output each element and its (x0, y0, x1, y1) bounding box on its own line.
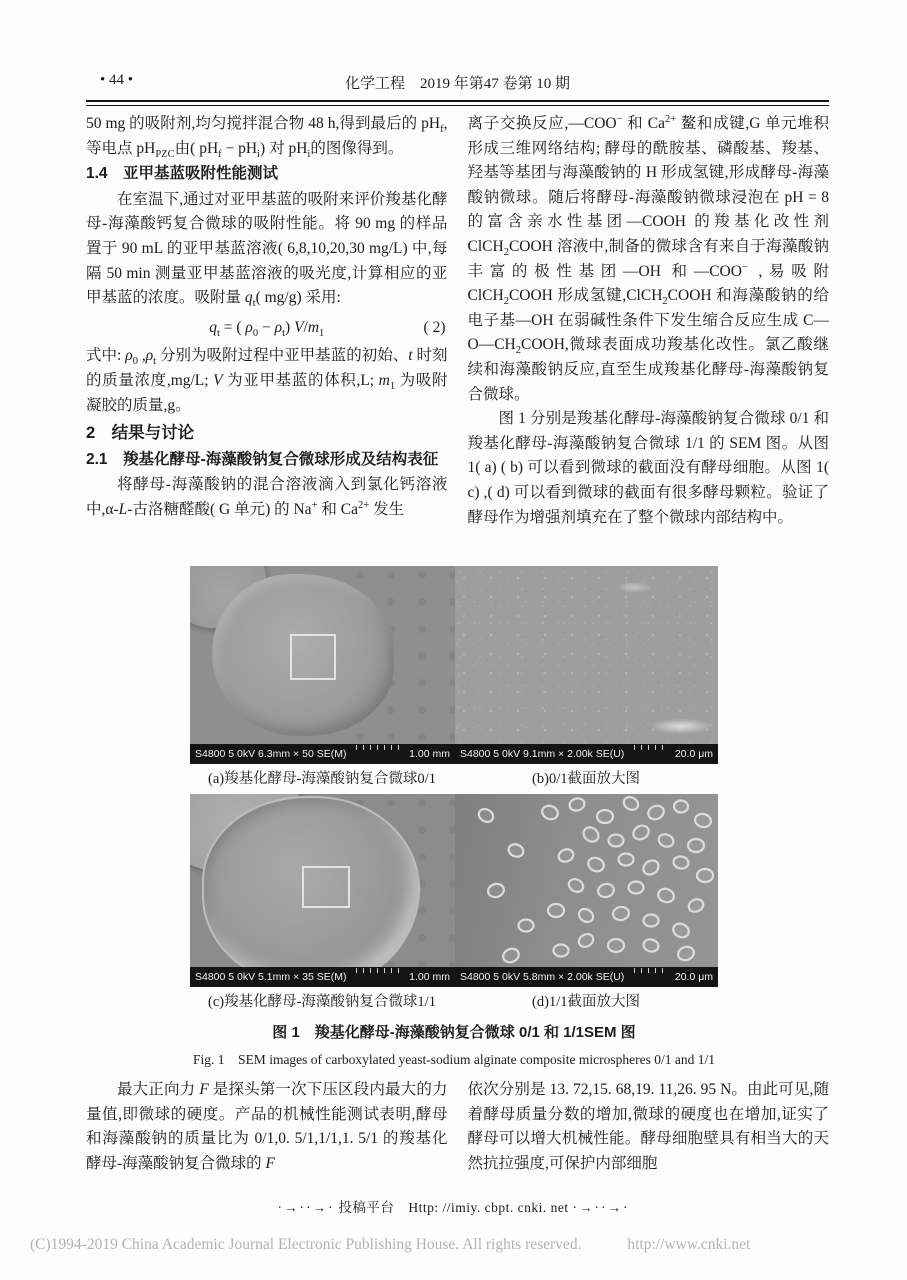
sem-info-bar-c (190, 967, 455, 987)
ornament-left: ·→··→· (277, 1200, 335, 1215)
section-heading-2-1: 2.1 羧基化酵母-海藻酸钠复合微球形成及结构表征 (86, 450, 439, 468)
sem-image-b (455, 566, 718, 744)
cnki-url: http://www.cnki.net (627, 1236, 751, 1253)
figure-caption-en: Fig. 1 SEM images of carboxylated yeast-sodium alginate composite microspheres 0/1 and 1/1 (193, 1052, 715, 1067)
copyright-line (30, 1236, 887, 1254)
scale-label: 20.0 μm (674, 971, 713, 983)
sem-settings-text: S4800 5 0kV 5.8mm × 2.00k SE(U) (460, 971, 625, 983)
paragraph-ion-exchange: 离子交换反应,—COO− 和 $Ca^{2+}$ 鳌和成键,G 单元堆积形成三维网络结构; 酵母的酰胺基、磷酸基、羧基、羟基等基团与海藻酸钠的 H 形成氢键,形成酵母-海藻酸钠微球。随后将酵母-海藻酸钠微球浸泡在 pH = 8 的富含亲水性基团—COOH 的羧基化改性剂 ClCH$_2$COOH 溶液中,制备的微球含有来自于海藻酸钠丰富的极性基团—OH 和—COO− ,易吸附 ClCH$_2$COOH 形成氢键,ClCH$_2$COOH 和海藻酸钠的给电子基—OH 在弱碱性条件下发生缩合反应生成 $C—O—CH_2COOH$,微球表面成功羧基化改性。氯乙酸继续和海藻酸钠反应,直至生成羧基化酵母-海藻酸钠复合微球。 (467, 113, 829, 403)
left-column (86, 112, 448, 530)
scale-label: 1.00 mm (409, 971, 450, 983)
sem-info-bar-d (455, 967, 718, 987)
sem-image-a (190, 566, 455, 744)
copyright-text: (C)1994-2019 China Academic Journal Electronic Publishing House. All rights reserved. (30, 1236, 582, 1253)
equation-number: ( 2) (423, 318, 446, 336)
scale-label: 20.0 μm (674, 748, 713, 760)
scale-ticks (634, 968, 665, 973)
sem-info-bars-top (190, 744, 718, 764)
sem-row-top (190, 566, 718, 744)
sem-info-bar-b (455, 744, 718, 764)
page-number: • 44 • (100, 72, 134, 88)
main-text-columns (86, 112, 829, 530)
roi-marker-square (290, 634, 336, 680)
figure-1 (190, 566, 718, 1068)
subcaption-c: (c)羧基化酵母-海藻酸钠复合微球1/1 (208, 994, 436, 1010)
sem-image-c (190, 794, 455, 967)
bottom-text-columns (86, 1078, 829, 1176)
yeast-cells-graphic (455, 794, 718, 967)
sem-row-bottom (190, 794, 718, 967)
equation-2 (86, 316, 448, 341)
header-rule (86, 100, 829, 106)
journal-title: 化学工程 2019 年第47 卷第 10 期 (344, 76, 570, 92)
scale-ticks (356, 745, 399, 750)
subcaptions-bottom (190, 990, 718, 1011)
subcaption-b: (b)0/1截面放大图 (532, 771, 640, 787)
paragraph-symbol-definitions: 式中: $\rho_0$ $,\rho_t$ 分别为吸附过程中亚甲基蓝的初始、t 时刻的质量浓度,mg/L; V 为亚甲基蓝的体积,L; $m_1$ 为吸附凝胶的质量,g。 (86, 347, 448, 414)
roi-marker-square (302, 866, 350, 908)
bottom-left-column (86, 1078, 448, 1176)
sem-settings-text: S4800 5 0kV 5.1mm × 35 SE(M) (195, 971, 347, 983)
paragraph-methylene-blue: 在室温下,通过对亚甲基蓝的吸附来评价羧基化酵母-海藻酸钙复合微球的吸附性能。将 90 mg 的样品置于 90 mL 的亚甲基蓝溶液( 6,8,10,20,30 mg/L) 中,每隔 50 min 测量亚甲基蓝溶液的吸光度,计算相应的亚甲基蓝的浓度。吸附量 $q_t$( mg/g) 采用: (86, 190, 448, 310)
subcaption-a: (a)羧基化酵母-海藻酸钠复合微球0/1 (208, 771, 436, 787)
paragraph-formation: 将酵母-海藻酸钠的混合溶液滴入到氯化钙溶液中,α-L-古洛糖醛酸( G 单元) 的 Na+ 和 $Ca^{2+}$ 发生 (86, 476, 448, 518)
subcaptions-top (190, 767, 718, 788)
bottom-right-column (468, 1078, 830, 1176)
submission-platform-text: 投稿平台 Http: //imiy. cbpt. cnki. net (338, 1200, 569, 1215)
sem-settings-text: S4800 5 0kV 9.1mm × 2.00k SE(U) (460, 748, 625, 760)
sem-info-bar-a (190, 744, 455, 764)
subcaption-d: (d)1/1截面放大图 (532, 994, 640, 1010)
right-column (468, 112, 830, 530)
sem-image-d (455, 794, 718, 967)
section-heading-2: 2 结果与讨论 (86, 424, 195, 443)
sem-settings-text: S4800 5 0kV 6.3mm × 50 SE(M) (195, 748, 347, 760)
ornament-right: ·→··→· (572, 1200, 630, 1215)
paragraph-mechanical-test: 最大正向力 F 是探头第一次下压区段内最大的力量值,即微球的硬度。产品的机械性能测试表明,酵母和海藻酸钠的质量比为 0/1,0. 5/1,1/1,1. 5/1 的羧基化酵母-海藻酸钠复合微球的 F (86, 1081, 448, 1172)
paragraph-fig1-intro: 图 1 分别是羧基化酵母-海藻酸钠复合微球 0/1 和羧基化酵母-海藻酸钠复合微球 1/1 的 SEM 图。从图 1( a) ( b) 可以看到微球的截面没有酵母细胞。从图 1( c) ,( d) 可以看到微球的截面有很多酵母颗粒。验证了酵母作为增强剂填充在了整个微球内部结构中。 (467, 410, 829, 526)
paragraph-hardness-results: 依次分别是 13. 72,15. 68,19. 11,26. 95 N。由此可见,随着酵母质量分数的增加,微球的硬度也在增加,证实了酵母可以增大机械性能。酵母细胞壁具有相当大的天然抗拉强度,可保护内部细胞 (467, 1081, 829, 1172)
paragraph-ph-measurement: 50 mg 的吸附剂,均匀搅拌混合物 48 h,得到最后的 $pH_f$,等电点 $pH_{PZC}$由( $pH_f - pH_i$) 对 $pH_i$的图像得到。 (86, 115, 448, 160)
scale-label: 1.00 mm (409, 748, 450, 760)
page-header (86, 72, 829, 96)
section-heading-1-4: 1.4 亚甲基蓝吸附性能测试 (86, 165, 279, 183)
scale-ticks (634, 745, 665, 750)
equation-body: $q_t$ = ( $\rho_0 - \rho_t$) $V/m_1$ (209, 318, 325, 339)
sem-info-bars-bottom (190, 967, 718, 987)
figure-caption-zh: 图 1 羧基化酵母-海藻酸钠复合微球 0/1 和 1/1SEM 图 (272, 1024, 636, 1041)
scale-ticks (356, 968, 399, 973)
submission-platform-line (0, 1196, 907, 1216)
